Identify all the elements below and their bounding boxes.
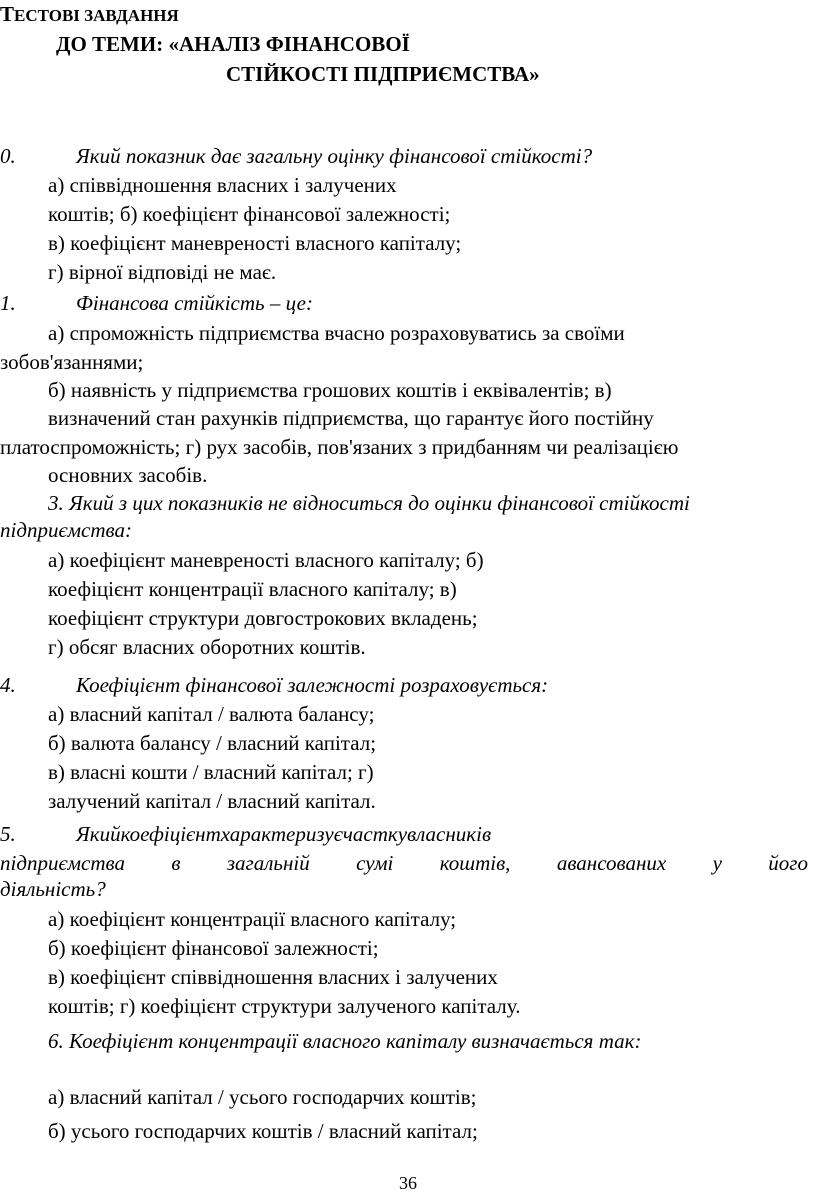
q1-answer-line: платоспроможність; г) рух засобів, пов'язаних з придбанням чи реалізацією (0, 435, 679, 459)
question-1: 1. Фінансова стійкість – це: (0, 291, 313, 315)
question-5-cont: діяльність? (0, 877, 106, 901)
question-0: 0. Який показник дає загальну оцінку фінансової стійкості? (0, 144, 593, 168)
question-5: 5. Якийкоефіцієнтхарактеризуєчасткувласників (0, 822, 492, 846)
q1-answer-line: зобов'язаннями; (0, 350, 144, 374)
title-line-1: ТЕСТОВІ ЗАВДАННЯ (0, 2, 179, 26)
q6-answer-line: а) власний капітал / усього господарчих коштів; (48, 1085, 477, 1109)
question-3-cont: підприємства: (0, 518, 132, 542)
q5-answer-line: в) коефіцієнт співвідношення власних і залучених (48, 965, 498, 989)
q3-answer-line: а) коефіцієнт маневреності власного капіталу; б) (48, 548, 484, 572)
question-4: 4. Коефіцієнт фінансової залежності розраховується: (0, 673, 549, 697)
question-3: 3. Який з цих показників не відноситься до оцінки фінансової стійкості (48, 491, 690, 515)
q0-answer-line: в) коефіцієнт маневреності власного капіталу; (48, 231, 462, 255)
q5-answer-line: коштів; г) коефіцієнт структури залученого капіталу. (48, 994, 521, 1018)
q0-answer-line: а) співвідношення власних і залучених (48, 173, 397, 197)
q6-answer-line: б) усього господарчих коштів / власний капітал; (48, 1119, 478, 1143)
q1-answer-line: визначений стан рахунків підприємства, що гарантує його постійну (48, 406, 654, 430)
q1-answer-line: основних засобів. (48, 463, 208, 487)
q1-answer-line: б) наявність у підприємства грошових коштів і еквівалентів; в) (48, 378, 612, 402)
q4-answer-line: залучений капітал / власний капітал. (48, 789, 376, 813)
q3-answer-line: г) обсяг власних оборотних коштів. (48, 635, 366, 659)
page-number: 36 (399, 1173, 417, 1193)
q4-answer-line: в) власні кошти / власний капітал; г) (48, 760, 374, 784)
question-5-cont: підприємства в загальній сумі коштів, авансованих у його (0, 851, 808, 875)
q5-answer-line: б) коефіцієнт фінансової залежності; (48, 936, 379, 960)
q0-answer-line: коштів; б) коефіцієнт фінансової залежності; (48, 202, 451, 226)
title-line-3: СТІЙКОСТІ ПІДПРИЄМСТВА» (226, 62, 540, 86)
q4-answer-line: б) валюта балансу / власний капітал; (48, 731, 377, 755)
q3-answer-line: коефіцієнт концентрації власного капіталу; в) (48, 577, 457, 601)
q0-answer-line: г) вірної відповіді не має. (48, 260, 277, 284)
question-6: 6. Коефіцієнт концентрації власного капіталу визначається так: (48, 1029, 642, 1053)
q5-answer-line: а) коефіцієнт концентрації власного капіталу; (48, 907, 457, 931)
q3-answer-line: коефіцієнт структури довгострокових вкладень; (48, 606, 478, 630)
title-line-2: ДО ТЕМИ: «АНАЛІЗ ФІНАНСОВОЇ (56, 32, 410, 56)
q4-answer-line: а) власний капітал / валюта балансу; (48, 702, 375, 726)
q1-answer-line: а) спроможність підприємства вчасно розраховуватись за своїми (48, 321, 625, 345)
